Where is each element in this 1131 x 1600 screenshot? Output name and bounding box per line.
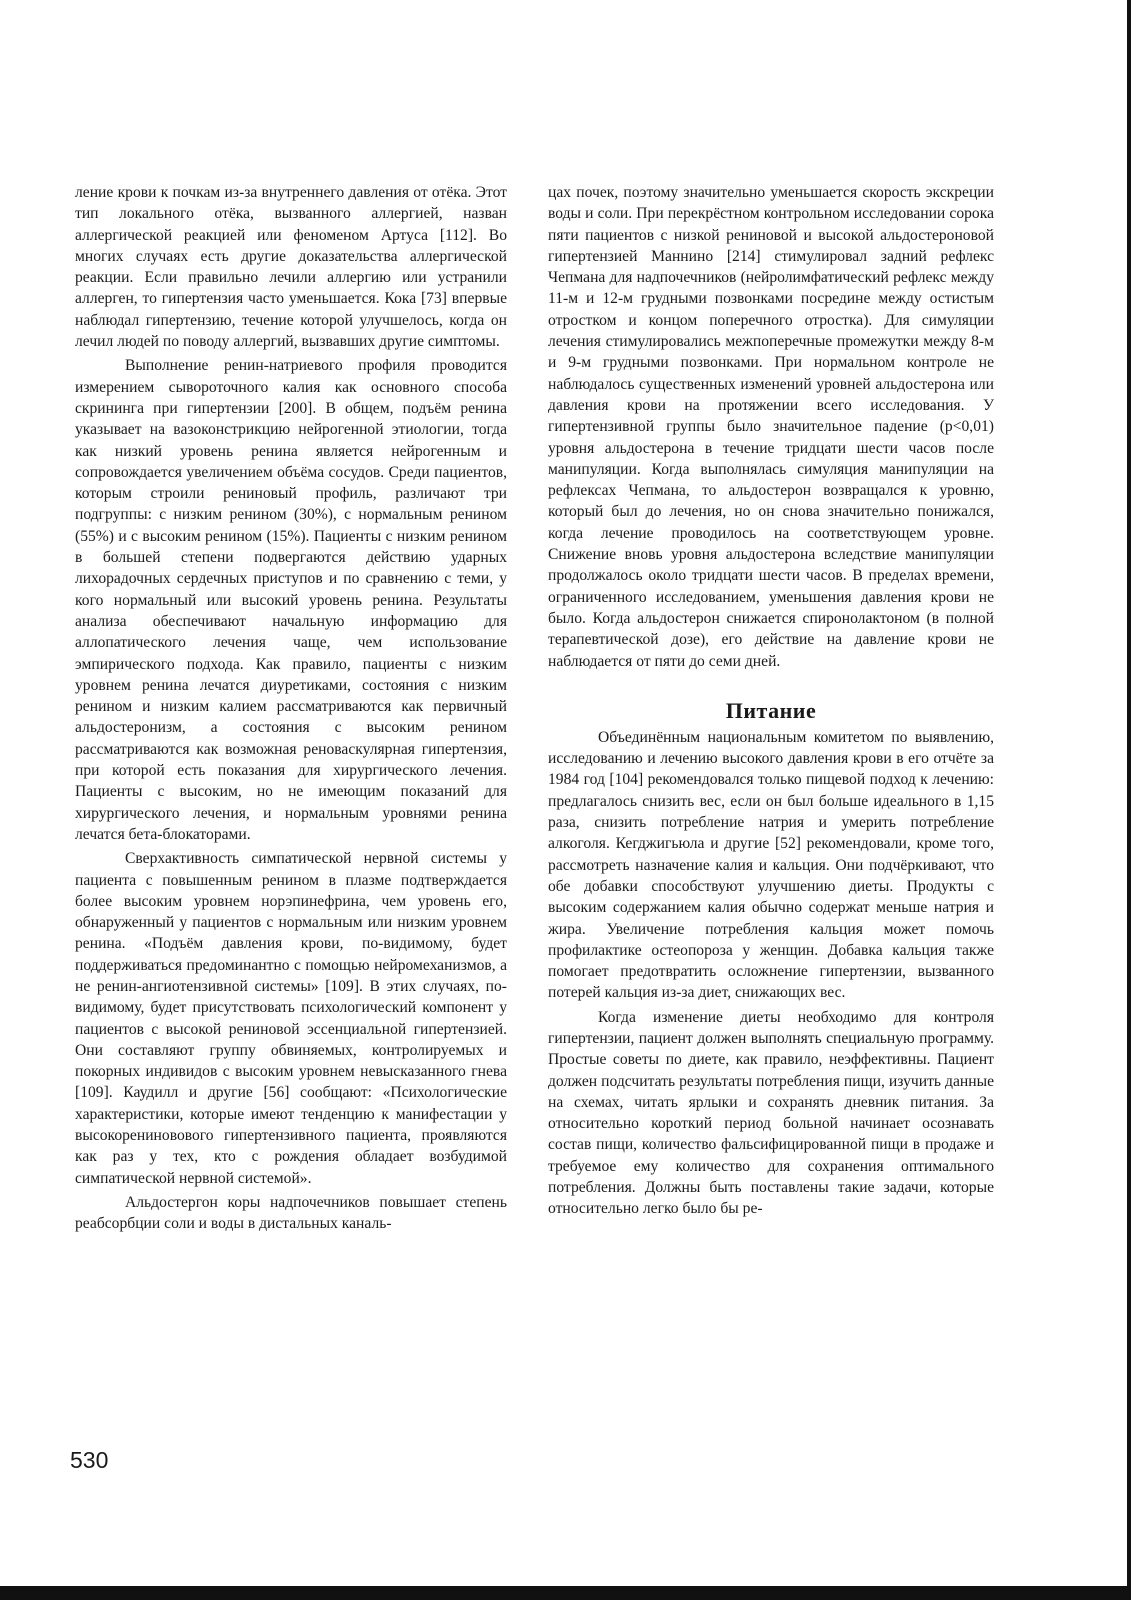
paragraph: ление крови к почкам из-за внутреннего давления от отёка. Этот тип локального отёка, вызванного аллергией, назван аллергической реакцией или феноменом Артуса [112]. Во многих случаях есть другие доказательства аллергической реакции. Если правильно лечили аллергию или устранили аллерген, то гипертензия часто уменьшается. Кока [73] впервые наблюдал гипертензию, течение которой улучшелось, когда он лечил людей по поводу аллергий, вызвавших другие симптомы. bbox=[75, 184, 507, 351]
section-title: Питание bbox=[725, 697, 817, 723]
paragraph: Объединённым национальным комитетом по выявлению, исследованию и лечению высокого давления крови в его отчёте за 1984 год [104] рекомендовался только пищевой подход к лечению: предлагалось снизить вес, если он был больше идеального в 1,15 раза, снизить потребление натрия и умерить потребление алкоголя. Кегджигьюла и другие [52] рекомендовали, кроме того, рассмотреть назначение калия и кальция. Они подчёркивают, что обе добавки способствуют улучшению диеты. Продукты с высоким содержанием калия обычно содержат меньше натрия и жира. Увеличение потребления кальция может помочь профилактике остеопороза у женщин. Добавка кальция также помогает предотвратить осложнение гипертензии, вызванного потерей кальция из-за диет, снижающих вес. bbox=[548, 728, 994, 1002]
paragraph: Альдостергон коры надпочечников повышает степень реабсорбции соли и воды в дистальных каналь- bbox=[75, 1193, 507, 1233]
paragraph: Сверхактивность симпатической нервной системы у пациента с повышенным ренином в плазме подтверждается более высоким уровнем норэпинефрина, чем уровень его, обнаруженный у пациентов с нормальным или низким уровнем ренина. «Подъём давления крови, по-видимому, будет поддерживаться предоминантно с помощью нейромеханизмов, а не ренин-ангиотензивной системы» [109]. В этих случаях, по-видимому, будет присутствовать психологический компонент у пациентов с высокой рениновой эссенциальной гипертензией. Они составляют группу обвиняемых, контролируемых и покорных индивидов с высоким уровнем невысказанного гнева [109]. Каудилл и другие [56] сообщают: «Психологические характеристики, которые имеют тенденцию к манифестации у высокорениновового гипертензивного пациента, проявляются как раз у тех, кто с рождения обладает возбудимой симпатической нервной системой». bbox=[75, 850, 507, 1187]
paragraph: цах почек, поэтому значительно уменьшается скорость экскреции воды и соли. При перекрёстном контрольном исследовании сорока пяти пациентов с низкой рениновой и высокой альдостероновой гипертензией Маннино [214] стимулировал задний рефлекс Чепмана для надпочечников (нейролимфатический рефлекс между 11-м и 12-м грудными позвонками посредине между остистым отростком и концом поперечного отростка). Для симуляции лечения стимулировались межпоперечные промежутки между 8-м и 9-м грудными позвонками. При нормальном контроле не наблюдалось существенных изменений уровней альдостерона или давления крови на протяжении всего исследования. У гипертензивной группы было значительное падение (p<0,01) уровня альдостерона в течение тридцати шести часов после манипуляции. Когда выполнялась симуляция манипуляции на рефлексах Чепмана, то альдостерон возвращался к уровню, который был до лечения, но он снова значительно понижался, когда лечение проводилось на соответствующем уровне. Снижение вновь уровня альдостерона вследствие манипуляции продолжалось около тридцати шести часов. В пределах времени, ограниченного исследованием, уменьшения давления крови не было. Когда альдостерон снижается спиронолактоном (в полной терапевтической дозе), его действие на давление крови не наблюдается от пяти до семи дней. bbox=[548, 184, 994, 670]
paragraph: Выполнение ренин-натриевого профиля проводится измерением сывороточного калия как основного способа скрининга при гипертензии [200]. В общем, подъём ренина указывает на вазоконстрикцию нейрогенной этиологии, тогда как низкий уровень ренина является нейрогенным и сопровождается увеличением объёма сосудов. Среди пациентов, которым строили рениновый профиль, различают три подгруппы: с низким ренином (30%), с нормальным ренином (55%) и с высоким ренином (15%). Пациенты с низким ренином в большей степени подвергаются действию ударных лихорадочных сердечных приступов и по сравнению с теми, у кого нормальный или высокий уровень ренина. Результаты анализа обеспечивают начальную информацию для аллопатического лечения чаще, чем использование эмпирического подхода. Как правило, пациенты с низким уровнем ренина лечатся диуретиками, состояния с низким ренином и низким калием рассматриваются как первичный альдостеронизм, а состояния с высоким ренином рассматриваются как возможная реноваскулярная гипертензия, при которой есть показания для хирургического лечения. Пациенты с высоким, но не имеющим показаний для хирургического лечения, и нормальным уровнями ренина лечатся бета-блокаторами. bbox=[75, 357, 507, 843]
page-number: 530 bbox=[70, 1447, 109, 1473]
paragraph: Когда изменение диеты необходимо для контроля гипертензии, пациент должен выполнять специальную программу. Простые советы по диете, как правило, неэффективны. Пациент должен подсчитать результаты потребления пищи, изучить данные на схемах, читать ярлыки и сохранять дневник питания. За относительно короткий период больной начинает осознавать состав пищи, количество фальсифицированной пищи в продаже и требуемое ему количество для сохранения оптимального потребления. Должны быть поставлены такие задачи, которые относительно легко было бы ре- bbox=[548, 1008, 994, 1218]
scan-edge-bottom bbox=[0, 1586, 1131, 1600]
scan-edge-right bbox=[1127, 0, 1131, 1600]
right-column bbox=[548, 182, 994, 1220]
left-column bbox=[75, 182, 507, 1235]
